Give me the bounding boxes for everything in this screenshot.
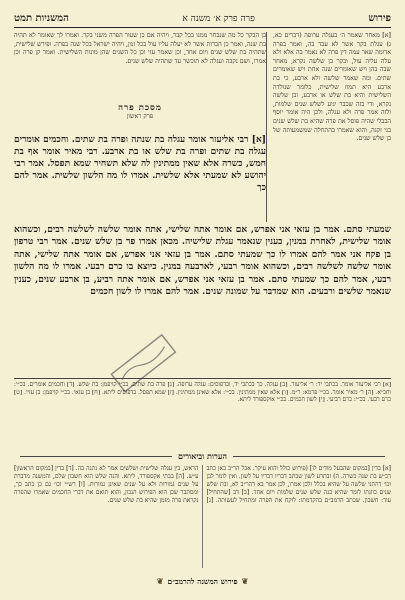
page-footer (14, 574, 391, 588)
chapter-title: פרק ראשון (126, 113, 154, 120)
header-left: המשניות תמט (14, 12, 69, 24)
ornament-icon: ❦ (156, 576, 164, 586)
footer-title: פירוש המשנה להרמב״ם (167, 576, 238, 586)
notes-and-explanations: [א] בדין [במקום שהבעל מודים לו] (פירוש כולל והוא עיקר. אכל הר״ב כאן כתב דכ״ש בת שנה כשרה. ה) ובתרע לשון שכתב דבריו דבריו על לשון. ואין לומר לבן וכו׳ דהתני שלשה על שהיא בכלל ולכן אמרו, לכן אמר בא דהר״ב לא, ובת שלש שנים כוונתו לומר שהיא בנה שלש שנים שלמות ויום אחד. [ב] דב [שהתחיל] עוד: חשבון. שכתב הרמב״ם בהקדמתו: לוקח את הפרה ומתחיל לעשותה. [ג] הראש, בין עגלה שלישית ושלשים אמר לא נתנה בה. [ד] בדין [במקום הראשון] ע״ש. [ה] בבתי אקספורד, ליתא. והנה שלש הוא חשבון שלם, והמשנה מדברת על שנים גמורות ולא על שנים שאינן גמורות. [ו] רש״י וכו׳ גם כן כתב כך, ומסתבר שכן הוא הפירוש הנכון, והוא תואם את דברי החכמים שאמרו שהפרה נקראת פרה מזמן שהיא בת שלש שנים. (14, 465, 391, 505)
ornament-icon: ❦ (241, 576, 249, 586)
header-center: פרה פרק א׳ משנה א (182, 13, 255, 24)
document-page (14, 10, 391, 590)
mishnah-text-narrow: [א] רבי אליעזר אומר עגלה בת שנתה ופרה בת שתים. וחכמים אומרים עגלה בת שתים ופרה בת שלש או בת ארבע. רבי מאיר אומר אף בת חמש, כשרה אלא שאין ממתינין לה שלא תשחיר שמא תפסל. אמר רבי יהושע לא שמעתי אלא שלשית. אמרו לו מה הלשון שלשית. אמר להם כך (14, 135, 266, 193)
tractate-heading (14, 102, 266, 132)
column-divider (266, 32, 267, 222)
tractate-title: מסכת פרה (118, 103, 162, 113)
notes-divider (14, 378, 391, 379)
header-right: פירוש (368, 12, 391, 24)
header-rule (14, 27, 391, 28)
commentary-left-column: בן הבקר כל מה שנבחר ממנו בכל קבר, ויהיה אם כן שעור הפרה משני בקר. ואמרו לך שאומר לא תהיה בת שנה, ואמר כן הכרות אשר לא יעלה עליו עול בכל זמן, ויהיה ישראל בכל שנה בפרה. ופירש שלישית, שתהיה בת שלש שנים ויום אחד, וכן שאמר עזי וכן כל השנים שהן מונות השלישית. ואמר קן פרה וכן אמרו, ושם נקבה ועגלה לא תוכשר עד שתהיה שלש שנים. (14, 32, 266, 65)
running-header (14, 10, 391, 26)
textual-variants: [א] רבי אליעזר אומר. בכתבי יד: ר׳ אליעזר. [ב] עגלה. כך בכתבי יד, ובדפוסים: עגלה ערופה. [ג] פרה בת שתים. בכ״י קויפמן: בת שלש. [ד] וחכמים אומרים. בכ״י: וחכ״א. [ה] ר׳ מאיר אומר. בכ״י פרמא: ר״מ. [ו] אלא שאין ממתינין. בכ״י: אלא שאינן ממתינין. [ז] שמא תפסל. בדפוסים ליתא. [ח] בן עזאי. בכ״י קויפמן: בן עזיי. [ט] כרם רבעי. בכ״י: כרם רביעי. [י] לשון חכמים. בכ״י אוקספורד ליתא. (14, 382, 391, 404)
notes-title: הערות וביאורים (178, 451, 227, 461)
commentary-right-column: [א] מאחר שאמר ה׳ בעגלה ערופה (דברים כא, ג) עגלת בקר אשר לא עבד בה, ואמר בפרה אדומה שאר עמה דין פרה לא נאמר בה אלא ולא עלה עליה עול, ובקר בן שלשה נקרא, מאחר שבה בהן ויש שאומרים שנה אחת ויש שאומרים שתים. ומה שאמר שלשה ולא ארבע, כי בת ארבע היא תמוז שלישית, כלומר שנולדה השלישית והיא בת שלש או ארבע, ובן שלשה נקרא, ודי בזה שכבר יגיע לשלש שנים שלמות, ולזה אמר פרה ולא עגלה, ולכן היה אומר יוסף הבבלי שהיה פוסל את פרה שהיא בת שלש שנים בני זקנה, והוא שאמרו בהתחלה שמשמעותה של בן שלש שנים. (273, 32, 391, 143)
mishnah-text-full: שמעתי סתם. אמר בן עזאי אני אפרש, אם אומר אתה שלישי, אתה אומר שלשה לשלשה רבים, וכשהוא אומר שלישית, לאחרת במנין, כענין שנאמר עגלת שלישיה. מכאן אמרו פר בן שלש שנים. אמר רבי טרפון בן פקח אני אמר להם אמרו לו כך שמעתי סתם. אמר בן עזאי אני אפרש, אם אומר אתה שלישי, אתה אומר שלשה לשלשה רבים, וכשהוא אומר רבעי, לארבעה במנין. כיוצא בו כרם רבעי. אמרו לו מה הלשון רבעי, אמר להם כך שמעתי סתם. אמר בן עזאי אני אפרש, אם אומר אתה רביע, בן ארבע שנים, כענין שנאמר שלשים ורבעים. הוא שמדבר על שמונה שנים. אמר להם אמרו לו לשון חכמים (14, 225, 391, 298)
notes-heading-row (14, 450, 391, 462)
